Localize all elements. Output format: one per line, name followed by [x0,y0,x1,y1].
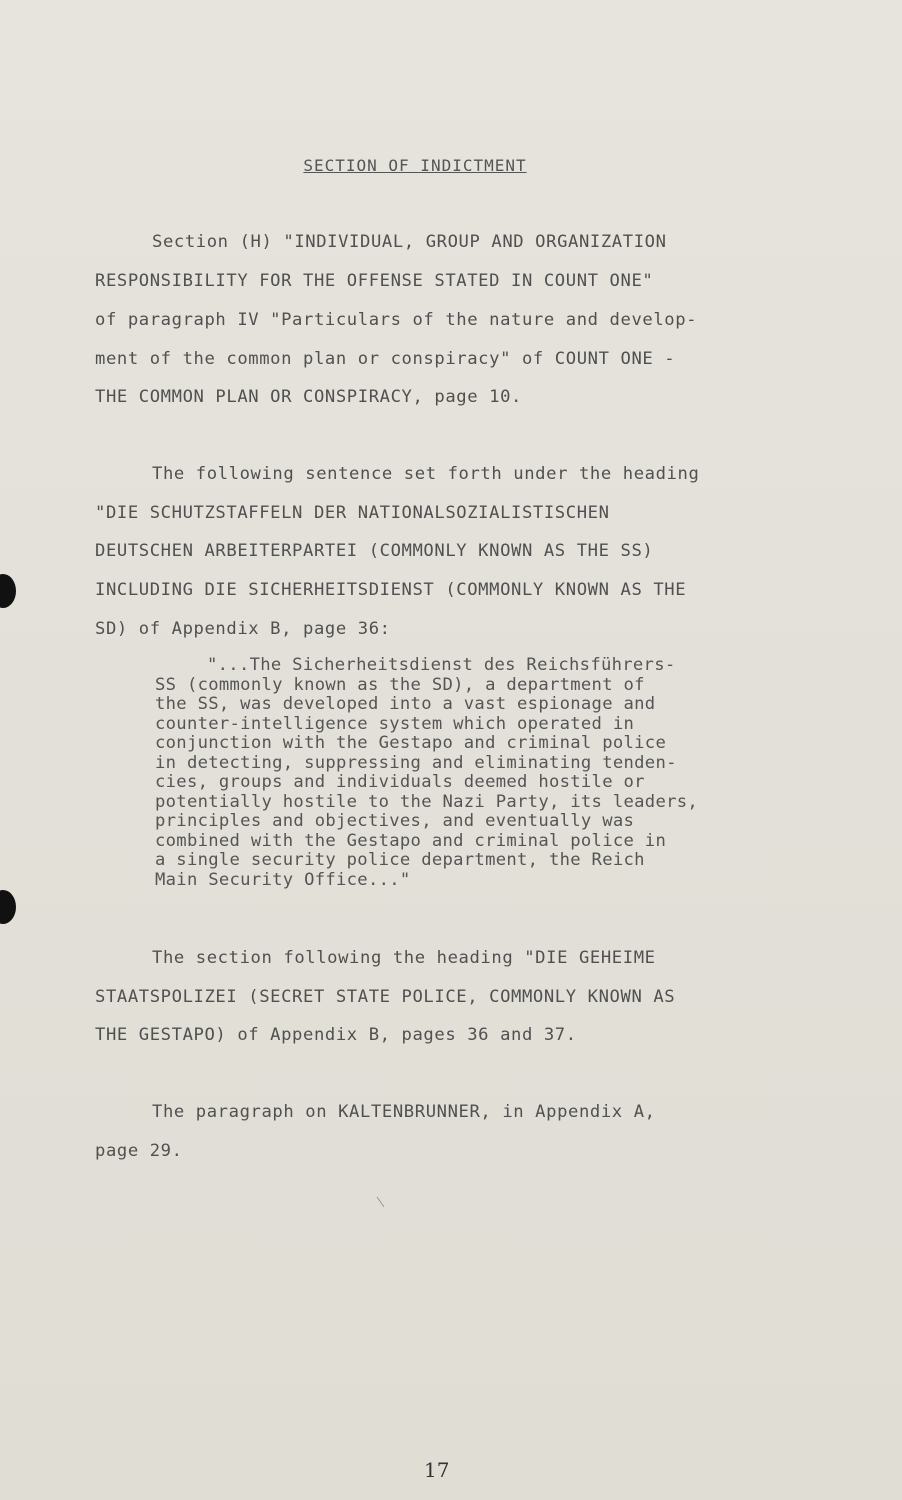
quote-line: conjunction with the Gestapo and criminal police [155,733,667,753]
page-number: 17 [424,1458,450,1482]
quote-line: counter-intelligence system which operated in [155,713,635,734]
block-quote [155,656,698,890]
text-line: INCLUDING DIE SICHERHEITSDIENST (COMMONLY KNOWN AS THE [95,580,687,600]
punch-hole [0,574,16,608]
text-line: page 29. [95,1141,183,1161]
text-line: "DIE SCHUTZSTAFFELN DER NATIONALSOZIALISTISCHEN [95,503,610,523]
quote-line: "...The Sicherheitsdienst des Reichsführers- [207,655,676,675]
text-line: DEUTSCHEN ARBEITERPARTEI (COMMONLY KNOWN AS THE SS) [95,541,654,561]
punch-hole [0,890,16,924]
quote-line: cies, groups and individuals deemed hostile or [155,772,645,792]
text-line: ment of the common plan or conspiracy" of COUNT ONE - [95,349,676,369]
quote-line: the SS, was developed into a vast espionage and [155,694,656,714]
quote-line: combined with the Gestapo and criminal police in [155,830,667,851]
text-line: RESPONSIBILITY FOR THE OFFENSE STATED IN COUNT ONE" [95,271,654,291]
text-line: The paragraph on KALTENBRUNNER, in Appendix A, [152,1102,656,1122]
text-line: THE GESTAPO) of Appendix B, pages 36 and 37. [95,1025,577,1045]
quote-line: a single security police department, the Reich [155,850,645,870]
quote-line: in detecting, suppressing and eliminating tenden- [155,752,677,773]
text-line: SD) of Appendix B, page 36: [95,619,391,639]
stray-mark [377,1197,385,1207]
text-line: of paragraph IV "Particulars of the nature and develop- [95,310,698,330]
text-line: THE COMMON PLAN OR CONSPIRACY, page 10. [95,387,522,407]
quote-line: principles and objectives, and eventually was [155,811,635,831]
text-line: STAATSPOLIZEI (SECRET STATE POLICE, COMMONLY KNOWN AS [95,987,676,1007]
text-line: The section following the heading "DIE GEHEIME [152,948,656,968]
quote-line: SS (commonly known as the SD), a department of [155,674,645,695]
text-line: The following sentence set forth under the heading [152,464,700,484]
quote-line: potentially hostile to the Nazi Party, its leaders, [155,791,699,812]
quote-line: Main Security Office..." [155,869,411,890]
document-title: SECTION OF INDICTMENT [303,156,527,175]
text-line: Section (H) "INDIVIDUAL, GROUP AND ORGANIZATION [152,232,667,252]
